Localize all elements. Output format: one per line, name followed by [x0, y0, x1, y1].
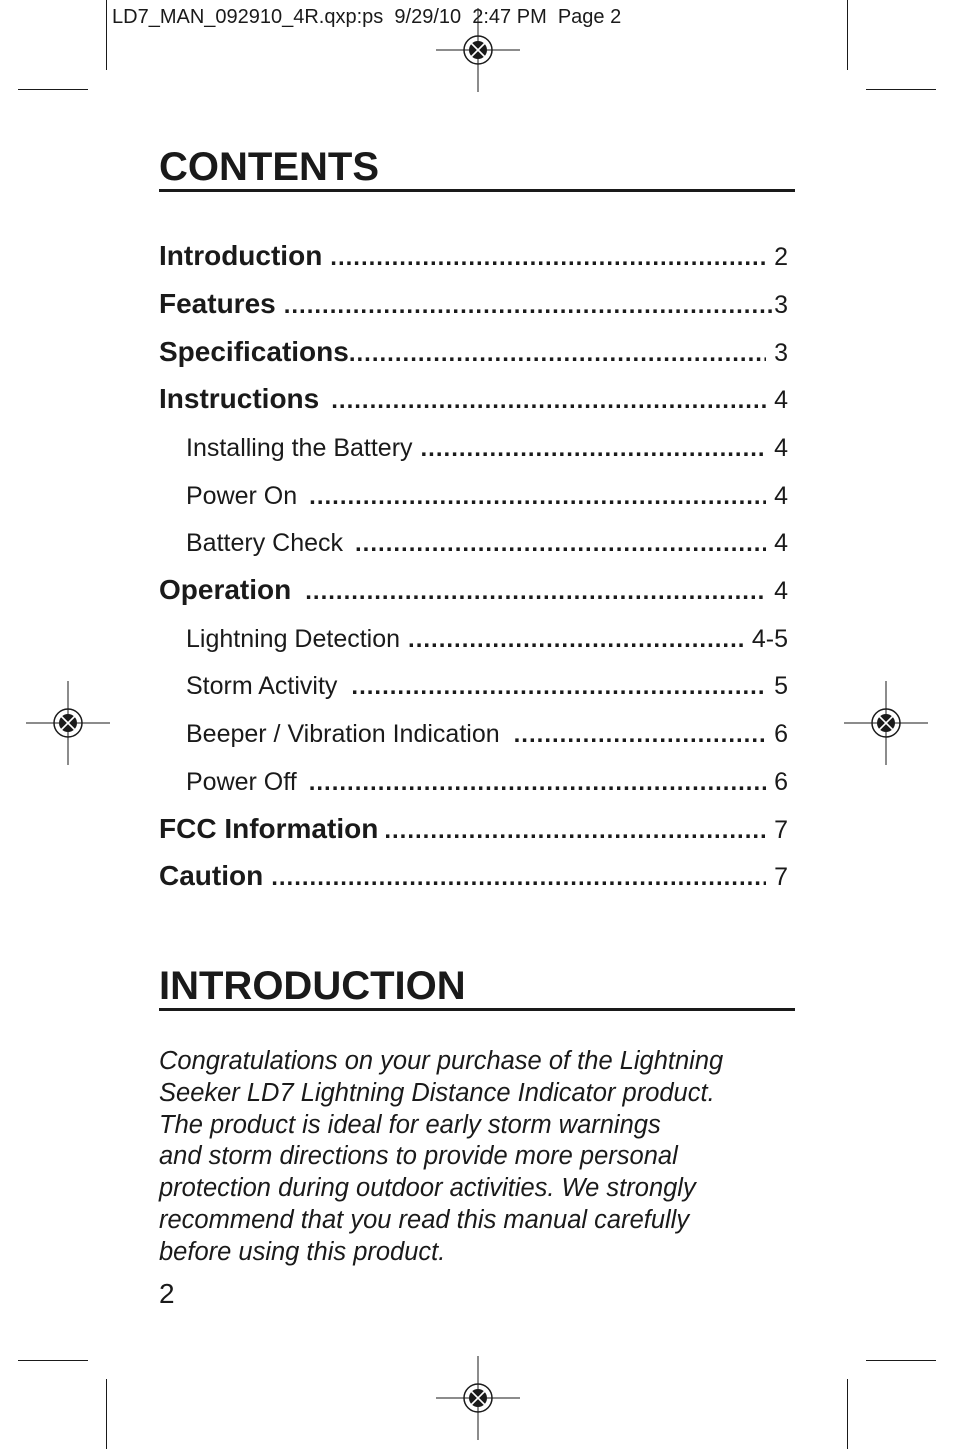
toc-entry-title: Specifications: [159, 336, 349, 367]
toc-entry-storm-activity[interactable]: [186, 670, 788, 702]
crop-mark-bottom-left-horizontal: [18, 1360, 88, 1361]
contents-heading: CONTENTS: [159, 145, 795, 192]
toc-entry-installing-the-battery[interactable]: [186, 432, 788, 464]
toc-entry-page: 4: [774, 577, 788, 605]
toc-entry-title: Power On: [186, 482, 298, 510]
toc-entry-title: Lightning Detection: [186, 625, 401, 653]
toc-dot-leader: [355, 528, 766, 560]
toc-entry-power-off[interactable]: [186, 766, 788, 798]
crop-mark-top-right-vertical: [847, 0, 848, 70]
registration-mark-left-icon: [26, 681, 110, 765]
toc-entry-page: 4: [774, 434, 788, 462]
toc-dot-leader: [514, 719, 766, 751]
toc-entry-title: Beeper / Vibration Indication: [186, 720, 500, 748]
toc-dot-leader: [421, 433, 767, 465]
toc-entry-page: 4-5: [751, 625, 788, 653]
toc-entry-title: FCC Information: [159, 813, 379, 844]
toc-entry-page: 4: [774, 482, 788, 510]
registration-mark-bottom-icon: [436, 1356, 520, 1440]
toc-entry-title: Introduction: [159, 240, 323, 271]
toc-entry-page: 7: [774, 816, 788, 844]
toc-entry-page: 6: [774, 768, 788, 796]
toc-entry-battery-check[interactable]: [186, 527, 788, 559]
page-number: 2: [159, 1278, 175, 1309]
toc-entry-instructions[interactable]: [159, 383, 788, 415]
introduction-heading: INTRODUCTION: [159, 964, 795, 1011]
introduction-line: protection during outdoor activities. We strongly: [159, 1174, 696, 1203]
toc-entry-title: Caution: [159, 860, 264, 891]
toc-entry-features[interactable]: [159, 288, 788, 320]
crop-mark-bottom-right-vertical: [847, 1379, 848, 1449]
toc-entry-lightning-detection[interactable]: [186, 623, 788, 655]
crop-mark-bottom-left-vertical: [106, 1379, 107, 1449]
toc-dot-leader: [309, 767, 766, 799]
toc-entry-page: 3: [774, 291, 788, 319]
introduction-line: recommend that you read this manual carefully: [159, 1205, 690, 1234]
toc-entry-page: 4: [774, 386, 788, 414]
toc-entry-page: 7: [774, 863, 788, 891]
toc-entry-fcc-information[interactable]: [159, 813, 788, 845]
toc-entry-power-on[interactable]: [186, 480, 788, 512]
introduction-line: Seeker LD7 Lightning Distance Indicator product.: [159, 1078, 715, 1107]
toc-entry-page: 2: [774, 243, 788, 271]
introduction-line: before using this product.: [159, 1237, 446, 1266]
toc-entry-page: 3: [774, 339, 788, 367]
toc-entry-beeper-vibration-indication[interactable]: [186, 718, 788, 750]
toc-entry-title: Storm Activity: [186, 672, 338, 700]
toc-entry-title: Operation: [159, 574, 292, 605]
introduction-line: Congratulations on your purchase of the Lightning: [159, 1047, 724, 1075]
registration-mark-right-icon: [844, 681, 928, 765]
toc-dot-leader: [408, 624, 744, 656]
toc-entry-operation[interactable]: [159, 574, 788, 606]
toc-entry-page: 4: [774, 529, 788, 557]
toc-dot-leader: [351, 671, 766, 703]
toc-entry-page: 5: [774, 672, 788, 700]
toc-dot-leader: [330, 242, 766, 274]
toc-dot-leader: [349, 338, 766, 370]
introduction-paragraph: [159, 1046, 799, 1269]
crop-mark-top-right-horizontal: [866, 89, 936, 90]
crop-mark-bottom-right-horizontal: [866, 1360, 936, 1361]
toc-entry-specifications[interactable]: [159, 336, 788, 368]
crop-mark-top-left-horizontal: [18, 89, 88, 90]
introduction-line: The product is ideal for early storm warnings: [159, 1110, 661, 1139]
toc-entry-introduction[interactable]: [159, 240, 788, 272]
toc-dot-leader: [384, 815, 766, 847]
toc-dot-leader: [305, 576, 766, 608]
toc-entry-title: Power Off: [186, 768, 297, 796]
toc-entry-caution[interactable]: [159, 860, 788, 892]
toc-dot-leader: [309, 481, 766, 513]
toc-entry-title: Instructions: [159, 383, 320, 414]
registration-mark-top-icon: [436, 8, 520, 92]
introduction-line: and storm directions to provide more personal: [159, 1142, 678, 1171]
crop-mark-top-left-vertical: [106, 0, 107, 70]
toc-entry-title: Installing the Battery: [186, 434, 413, 462]
printer-slug-line: LD7_MAN_092910_4R.qxp:ps 9/29/10 2:47 PM Page 2: [112, 6, 622, 28]
toc-entry-title: Features: [159, 288, 276, 319]
toc-entry-page: 6: [774, 720, 788, 748]
toc-entry-title: Battery Check: [186, 529, 344, 557]
toc-dot-leader: [331, 385, 766, 417]
toc-dot-leader: [284, 290, 774, 322]
toc-dot-leader: [271, 862, 766, 894]
